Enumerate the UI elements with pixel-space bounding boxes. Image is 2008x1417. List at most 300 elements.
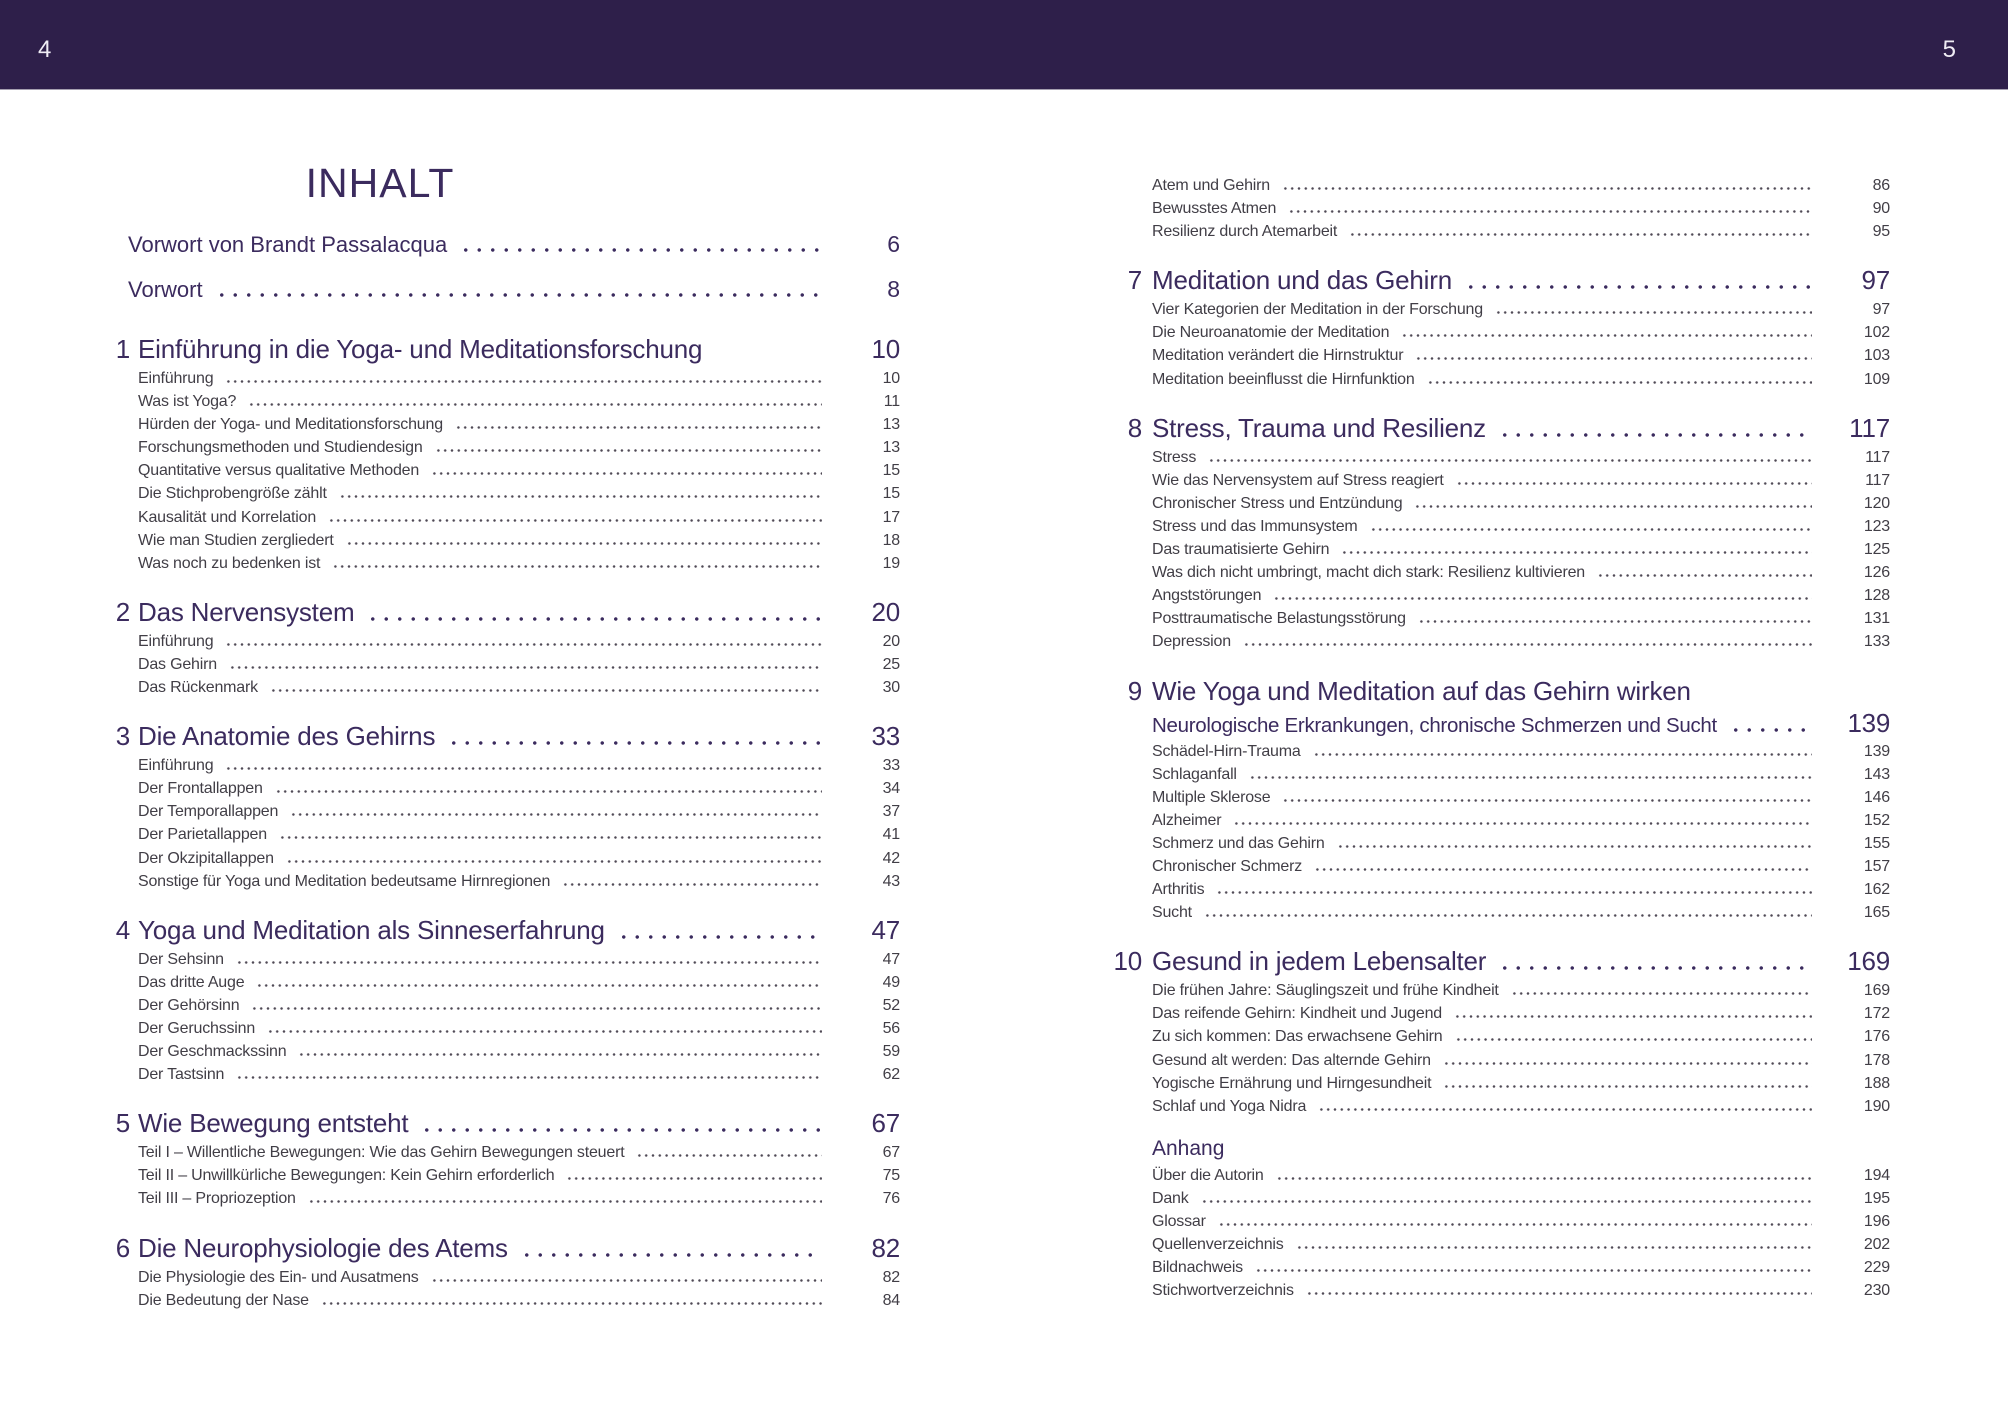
page-number: 15 [882, 462, 900, 480]
page-number: 162 [1863, 881, 1890, 899]
toc-entry-row [104, 367, 900, 390]
toc-entry-row [104, 1187, 900, 1210]
front-matter-section [104, 222, 900, 312]
toc-entry-row [1104, 1049, 1890, 1072]
page-number: 117 [1849, 412, 1890, 443]
entry-label: Die Physiologie des Ein- und Ausatmens [138, 1268, 419, 1286]
page-number: 76 [882, 1190, 900, 1208]
page-number: 82 [882, 1268, 900, 1286]
chapter-section [1104, 673, 1890, 925]
entry-label: Das dritte Auge [138, 973, 245, 991]
page-number: 17 [882, 508, 900, 526]
toc-entry-row [1104, 321, 1890, 344]
page-number: 82 [871, 1232, 900, 1263]
toc-entry-row [1104, 368, 1890, 391]
toc-entry-row [104, 676, 900, 699]
dot-leader [1288, 210, 1812, 213]
page-number: 146 [1863, 788, 1890, 806]
dot-leader [366, 617, 822, 621]
entry-label: Einführung [138, 757, 214, 775]
page-number: 202 [1863, 1236, 1890, 1254]
entry-label: Bewusstes Atmen [1152, 200, 1277, 218]
toc-entry-row [104, 506, 900, 529]
entry-label: Der Geschmackssinn [138, 1043, 287, 1061]
entry-label: Die Neurophysiologie des Atems [138, 1232, 508, 1263]
page-number: 20 [871, 596, 900, 627]
appendix-entry-row [1104, 1164, 1890, 1187]
chapter-subheading [1104, 709, 1890, 740]
toc-entry-row [104, 459, 900, 482]
dot-leader [447, 741, 822, 745]
toc-entry-row [104, 777, 900, 800]
dot-leader [332, 565, 822, 568]
entry-label: Die Stichprobengröße zählt [138, 485, 327, 503]
dot-leader [1282, 799, 1812, 802]
entry-label: Der Gehörsinn [138, 996, 240, 1014]
toc-entry-row [1104, 809, 1890, 832]
appendix-entry-row [1104, 1187, 1890, 1210]
dot-leader [1455, 1038, 1813, 1041]
page-number: 102 [1863, 324, 1890, 342]
appendix-section [1104, 1134, 1890, 1303]
entry-label: Teil III – Propriozeption [138, 1190, 296, 1208]
appendix-item-list [1104, 1164, 1890, 1303]
chapter-section [104, 331, 900, 575]
entry-label: Das Nervensystem [138, 596, 355, 627]
dot-leader [562, 883, 822, 886]
dot-leader [321, 1302, 822, 1305]
dot-leader [290, 813, 822, 816]
page-number: 20 [882, 632, 900, 650]
page-number: 95 [1872, 223, 1890, 241]
entry-label: Einführung in die Yoga- und Meditationsforschung [138, 334, 703, 364]
entry-label: Stress und das Immunsystem [1152, 517, 1358, 535]
dot-leader [1456, 482, 1812, 485]
entry-label: Wie das Nervensystem auf Stress reagiert [1152, 471, 1444, 489]
dot-leader [267, 1030, 822, 1033]
toc-entry-row [1104, 740, 1890, 763]
dot-leader [1498, 966, 1812, 970]
toc-entry-row [1104, 220, 1890, 243]
page-number: 19 [882, 554, 900, 572]
page-number: 33 [882, 757, 900, 775]
entry-label: Posttraumatische Belastungsstörung [1152, 610, 1406, 628]
toc-entry-row [104, 482, 900, 505]
entry-label: Der Geruchssinn [138, 1019, 256, 1037]
dot-leader [1511, 992, 1812, 995]
dot-leader [1349, 233, 1812, 236]
entry-label: Quantitative versus qualitative Methoden [138, 462, 420, 480]
dot-leader [1427, 381, 1812, 384]
chapter-section [1104, 262, 1890, 390]
toc-entry-row [104, 436, 900, 459]
toc-entry-row [1104, 344, 1890, 367]
toc-entry-row [1104, 446, 1890, 469]
dot-leader [1201, 1200, 1812, 1203]
dot-leader [236, 961, 822, 964]
page-number: 33 [871, 721, 900, 752]
dot-leader [1414, 505, 1812, 508]
dot-leader [566, 1177, 822, 1180]
dot-leader [1597, 574, 1812, 577]
entry-label: Schädel-Hirn-Trauma [1152, 742, 1301, 760]
chapter-number: 6 [115, 1232, 130, 1263]
dot-leader [1443, 1085, 1812, 1088]
dot-leader [617, 935, 822, 939]
entry-label: Teil I – Willentliche Bewegungen: Wie das Gehirn Bewegungen steuert [138, 1144, 625, 1162]
entry-label: Chronischer Schmerz [1152, 857, 1303, 875]
chapter-number: 4 [115, 914, 130, 945]
dot-leader [1204, 914, 1812, 917]
page-number: 97 [1872, 301, 1890, 319]
entry-label: Kausalität und Korrelation [138, 508, 317, 526]
entry-label: Wie man Studien zergliedert [138, 531, 334, 549]
entry-label: Alzheimer [1152, 811, 1222, 829]
toc-entry-row [1104, 561, 1890, 584]
entry-label: Yoga und Meditation als Sinneserfahrung [138, 914, 605, 945]
page-number: 62 [882, 1066, 900, 1084]
dot-leader [431, 1279, 822, 1282]
entry-label: Multiple Sklerose [1152, 788, 1271, 806]
chapter-section [104, 1105, 900, 1210]
page-number: 43 [882, 872, 900, 890]
entry-label: Einführung [138, 370, 214, 387]
entry-label: Meditation beeinflusst die Hirnfunktion [1152, 370, 1415, 388]
dot-leader [1314, 868, 1812, 871]
dot-leader [225, 380, 822, 383]
page-header-bar [0, 0, 2008, 90]
chapter-number: 5 [115, 1108, 130, 1139]
page-number: 25 [882, 655, 900, 673]
dot-leader [1341, 551, 1812, 554]
page-number: 59 [882, 1043, 900, 1061]
entry-label: Glossar [1152, 1213, 1206, 1230]
entry-label: Einführung [138, 632, 214, 650]
toc-right-page [1104, 90, 1890, 1302]
entry-label: Zu sich kommen: Das erwachsene Gehirn [1152, 1028, 1443, 1046]
page-number: 176 [1863, 1028, 1890, 1046]
entry-label: Vorwort [128, 277, 203, 302]
entry-label: Forschungsmethoden und Studiendesign [138, 439, 423, 457]
chapter-number: 8 [1127, 412, 1142, 443]
dot-leader [339, 495, 822, 498]
page-number: 8 [887, 276, 900, 302]
toc-entry-row [1104, 1072, 1890, 1095]
appendix-entry-row [1104, 1233, 1890, 1256]
chapter-heading [104, 594, 900, 630]
entry-label: Yogische Ernährung und Hirngesundheit [1152, 1074, 1432, 1092]
dot-leader [256, 984, 822, 987]
dot-leader [1401, 334, 1812, 337]
dot-leader [1495, 311, 1812, 314]
dot-leader [1418, 620, 1812, 623]
toc-entry-row [1104, 979, 1890, 1002]
dot-leader [1249, 776, 1812, 779]
toc-entry-row [1104, 1002, 1890, 1025]
appendix-entry-row [1104, 1279, 1890, 1302]
entry-label: Meditation verändert die Hirnstruktur [1152, 347, 1404, 365]
appendix-entry-row [1104, 1256, 1890, 1279]
toc-entry-row [1104, 492, 1890, 515]
right-folio-number: 5 [1942, 36, 1956, 63]
chapter-heading [104, 1105, 900, 1141]
entry-label: Die Neuroanatomie der Meditation [1152, 324, 1390, 342]
toc-entry-row [104, 1164, 900, 1187]
dot-leader [215, 293, 822, 297]
entry-label: Stress [1152, 448, 1197, 466]
toc-entry-row [104, 1141, 900, 1164]
page-number: 42 [882, 849, 900, 867]
page-number: 34 [882, 780, 900, 798]
left-folio-number: 4 [38, 36, 52, 63]
front-matter-row [104, 222, 900, 267]
toc-entry-row [104, 948, 900, 971]
toc-entry-row [1104, 878, 1890, 901]
dot-leader [298, 1053, 822, 1056]
page-number: 47 [871, 914, 900, 945]
page-number: 41 [882, 826, 900, 844]
page-number: 190 [1863, 1097, 1890, 1115]
entry-label: Arthritis [1152, 881, 1205, 899]
page-number: 109 [1863, 370, 1890, 388]
toc-entry-row [104, 994, 900, 1017]
page-number: 133 [1863, 633, 1890, 651]
page-number: 139 [1863, 742, 1890, 760]
dot-leader [286, 860, 822, 863]
entry-label: Dank [1152, 1189, 1189, 1207]
dot-leader [459, 248, 822, 252]
dot-leader [1276, 1177, 1812, 1180]
page-number: 86 [1872, 177, 1890, 194]
entry-label: Das Gehirn [138, 655, 217, 673]
toc-entry-row [1104, 1025, 1890, 1048]
entry-label: Meditation und das Gehirn [1152, 265, 1452, 296]
toc-entry-row [104, 823, 900, 846]
toc-entry-row [104, 847, 900, 870]
dot-leader [229, 666, 822, 669]
chapter-number: 2 [115, 596, 130, 627]
right-chapter-list [1104, 262, 1890, 1118]
page-number: 230 [1863, 1282, 1890, 1300]
entry-label: Gesund in jedem Lebensalter [1152, 946, 1487, 977]
dot-leader [455, 426, 822, 429]
toc-entry-row [1104, 630, 1890, 653]
dot-leader [1296, 1246, 1812, 1249]
toc-entry-row [104, 1266, 900, 1289]
toc-entry-row [1104, 607, 1890, 630]
page-number: 13 [882, 439, 900, 457]
dot-leader [1729, 728, 1812, 732]
dot-leader [714, 355, 822, 358]
entry-label: Chronischer Stress und Entzündung [1152, 494, 1403, 512]
toc-entry-row [104, 552, 900, 575]
page-number: 18 [882, 531, 900, 549]
toc-entry-row [104, 390, 900, 413]
chapter-heading [104, 1230, 900, 1266]
entry-label: Atem und Gehirn [1152, 177, 1270, 194]
entry-label: Der Sehsinn [138, 950, 224, 968]
page-number: 10 [882, 370, 900, 387]
dot-leader [636, 1154, 822, 1157]
toc-entry-row [1104, 538, 1890, 561]
dot-leader [225, 643, 822, 646]
front-matter-row [104, 267, 900, 312]
dot-leader [308, 1200, 822, 1203]
page-number: 117 [1865, 471, 1890, 489]
chapter-section [104, 912, 900, 1087]
page-number: 49 [882, 973, 900, 991]
dot-leader [1464, 285, 1812, 289]
chapter-section [104, 594, 900, 699]
dot-leader [346, 542, 822, 545]
chapter-section [1104, 943, 1890, 1118]
page-number: 15 [882, 485, 900, 503]
dot-leader [270, 689, 822, 692]
chapter-section [104, 1230, 900, 1312]
entry-label: Der Tastsinn [138, 1066, 225, 1084]
dot-leader [1216, 891, 1812, 894]
page-number: 123 [1863, 517, 1890, 535]
page-number: 117 [1865, 448, 1890, 466]
page-number: 169 [1863, 982, 1890, 1000]
entry-label: Stress, Trauma und Resilienz [1152, 412, 1486, 443]
entry-label: Der Parietallappen [138, 826, 267, 844]
chapter-heading [104, 912, 900, 948]
chapter-section [1104, 410, 1890, 654]
dot-leader [1208, 459, 1812, 462]
chapter-number: 10 [1113, 946, 1142, 977]
toc-entry-row [104, 413, 900, 436]
dot-leader [279, 836, 822, 839]
toc-left-page [104, 90, 900, 1312]
entry-label: Schmerz und das Gehirn [1152, 834, 1325, 852]
entry-label: Was dich nicht umbringt, macht dich stark: Resilienz kultivieren [1152, 564, 1585, 582]
dot-leader [275, 790, 822, 793]
chapter-heading [1104, 673, 1890, 709]
entry-label: Das Rückenmark [138, 679, 258, 697]
entry-label: Schlaf und Yoga Nidra [1152, 1097, 1307, 1115]
entry-label: Das traumatisierte Gehirn [1152, 541, 1330, 559]
page-number: 229 [1863, 1259, 1890, 1277]
page-number: 120 [1863, 494, 1890, 512]
chapter-heading [104, 718, 900, 754]
toc-entry-row [104, 754, 900, 777]
dot-leader [420, 1128, 822, 1132]
entry-label: Sucht [1152, 904, 1192, 922]
entry-label: Neurologische Erkrankungen, chronische Schmerzen und Sucht [1152, 713, 1717, 737]
page-number: 97 [1861, 265, 1890, 296]
dot-leader [1415, 357, 1812, 360]
toc-entry-row [104, 971, 900, 994]
dot-leader [1255, 1269, 1812, 1272]
page-number: 75 [882, 1167, 900, 1185]
dot-leader [1233, 822, 1812, 825]
dot-leader [1443, 1062, 1812, 1065]
dot-leader [1218, 1223, 1812, 1226]
page-number: 30 [882, 679, 900, 697]
dot-leader [1273, 597, 1812, 600]
chapter-number: 9 [1127, 675, 1142, 706]
page-number: 155 [1863, 834, 1890, 852]
page-number: 103 [1863, 347, 1890, 365]
dot-leader [1318, 1108, 1812, 1111]
entry-label: Angststörungen [1152, 587, 1262, 605]
entry-label: Die frühen Jahre: Säuglingszeit und frühe Kindheit [1152, 982, 1499, 1000]
toc-entry-row [1104, 855, 1890, 878]
toc-entry-row [1104, 584, 1890, 607]
toc-entry-row [1104, 1095, 1890, 1118]
dot-leader [431, 472, 822, 475]
entry-label: Vier Kategorien der Meditation in der Forschung [1152, 301, 1483, 319]
dot-leader [251, 1007, 822, 1010]
appendix-heading [1104, 1134, 1890, 1164]
toc-entry-row [1104, 515, 1890, 538]
page-number: 157 [1863, 857, 1890, 875]
entry-label: Quellenverzeichnis [1152, 1236, 1284, 1254]
page-number: 172 [1863, 1005, 1890, 1023]
chapter-heading [1104, 410, 1890, 446]
entry-label: Wie Yoga und Meditation auf das Gehirn wirken [1152, 675, 1691, 706]
dot-leader [225, 767, 822, 770]
page-number: 178 [1863, 1051, 1890, 1069]
entry-label: Über die Autorin [1152, 1166, 1264, 1184]
entry-label: Gesund alt werden: Das alternde Gehirn [1152, 1051, 1431, 1069]
page-number: 11 [883, 393, 900, 411]
page-number: 56 [882, 1019, 900, 1037]
toc-entry-row [104, 870, 900, 893]
left-chapter-list [104, 331, 900, 1312]
chapter6-continuation-list [1104, 174, 1890, 243]
page-number: 125 [1863, 541, 1890, 559]
toc-entry-row [104, 529, 900, 552]
entry-label: Resilienz durch Atemarbeit [1152, 223, 1338, 241]
page-number: 47 [882, 950, 900, 968]
entry-label: Das reifende Gehirn: Kindheit und Jugend [1152, 1005, 1442, 1023]
entry-label: Der Temporallappen [138, 803, 279, 821]
page-number: 67 [882, 1144, 900, 1162]
chapter-heading [104, 331, 900, 367]
page-number: 10 [871, 334, 900, 364]
page-number: 194 [1863, 1166, 1890, 1184]
dot-leader [236, 1076, 822, 1079]
dot-leader [1282, 187, 1812, 190]
appendix-entry-row [1104, 1210, 1890, 1233]
toc-entry-row [104, 630, 900, 653]
page-number: 128 [1863, 587, 1890, 605]
appendix-heading-label: Anhang [1152, 1136, 1225, 1160]
chapter-heading [1104, 943, 1890, 979]
dot-leader [520, 1253, 822, 1257]
entry-label: Die Anatomie des Gehirns [138, 721, 436, 752]
chapter-number: 1 [115, 334, 130, 364]
dot-leader [1243, 643, 1812, 646]
page-number: 139 [1847, 707, 1890, 738]
toc-entry-row [1104, 197, 1890, 220]
page-number: 131 [1863, 610, 1890, 628]
chapter-number: 7 [1127, 265, 1142, 296]
page-number: 13 [882, 416, 900, 434]
toc-entry-row [1104, 174, 1890, 197]
entry-label: Was ist Yoga? [138, 393, 237, 411]
dot-leader [1313, 753, 1812, 756]
entry-label: Die Bedeutung der Nase [138, 1291, 309, 1309]
entry-label: Stichwortverzeichnis [1152, 1282, 1294, 1300]
toc-title: INHALT [305, 160, 455, 206]
entry-label: Sonstige für Yoga und Meditation bedeutsame Hirnregionen [138, 872, 551, 890]
toc-entry-row [1104, 469, 1890, 492]
page-number: 143 [1863, 765, 1890, 783]
dot-leader [1306, 1292, 1812, 1295]
